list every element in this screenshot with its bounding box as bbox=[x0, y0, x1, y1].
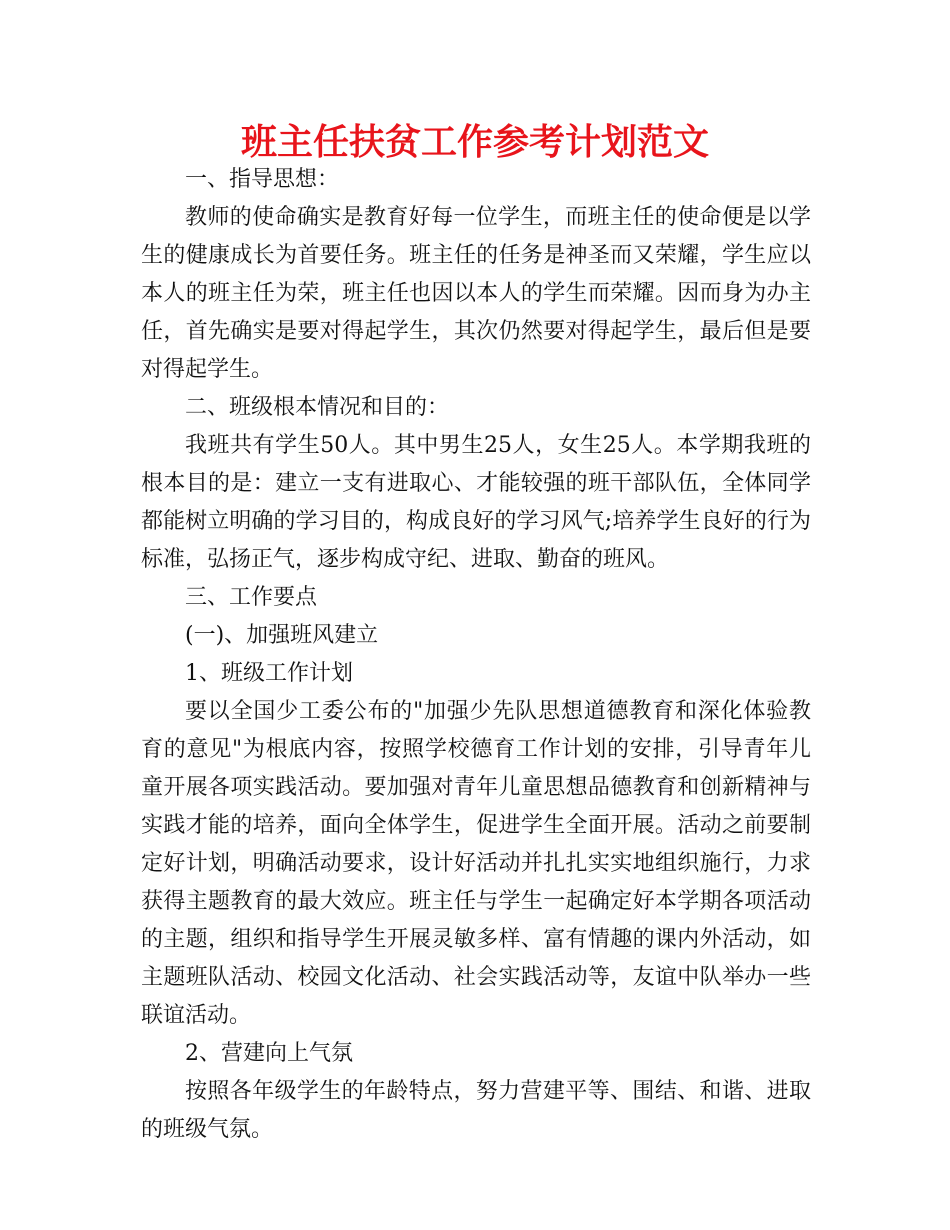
paragraph-class-goals: 我班共有学生50人。其中男生25人，女生25人。本学期我班的根本目的是：建立一支有进取心、才能较强的班干部队伍，全体同学都能树立明确的学习目的，构成良好的学习风气;培养学生良好的行为标准，弘扬正气，逐步构成守纪、进取、勤奋的班风。 bbox=[141, 433, 811, 572]
subheading-class-style: (一)、加强班风建立 bbox=[185, 623, 379, 648]
document-body bbox=[141, 161, 811, 1149]
document-title: 班主任扶贫工作参考计划范文 bbox=[240, 122, 709, 163]
subheading-class-work-plan: 1、班级工作计划 bbox=[185, 661, 353, 686]
heading-work-points: 三、工作要点 bbox=[185, 585, 318, 610]
paragraph-activities: 要以全国少工委公布的"加强少先队思想道德教育和深化体验教育的意见"为根底内容，按照学校德育工作计划的安排，引导青年儿童开展各项实践活动。要加强对青年儿童思想品德教育和创新精神与实践才能的培养，面向全体学生，促进学生全面开展。活动之前要制定好计划，明确活动要求，设计好活动并扎扎实实地组织施行，力求获得主题教育的最大效应。班主任与学生一起确定好本学期各项活动的主题，组织和指导学生开展灵敏多样、富有情趣的课内外活动，如主题班队活动、校园文化活动、社会实践活动等，友谊中队举办一些联谊活动。 bbox=[141, 699, 811, 1028]
paragraph-teacher-mission: 教师的使命确实是教育好每一位学生，而班主任的使命便是以学生的健康成长为首要任务。班主任的任务是神圣而又荣耀，学生应以本人的班主任为荣，班主任也因以本人的学生而荣耀。因而身为办主任，首先确实是要对得起学生，其次仍然要对得起学生，最后但是要对得起学生。 bbox=[141, 205, 811, 382]
heading-guiding-thought: 一、指导思想： bbox=[185, 167, 340, 192]
paragraph-atmosphere: 按照各年级学生的年龄特点，努力营建平等、围结、和谐、进取的班级气氛。 bbox=[141, 1079, 811, 1142]
subheading-atmosphere: 2、营建向上气氛 bbox=[185, 1041, 353, 1066]
heading-class-situation: 二、班级根本情况和目的： bbox=[185, 395, 450, 420]
